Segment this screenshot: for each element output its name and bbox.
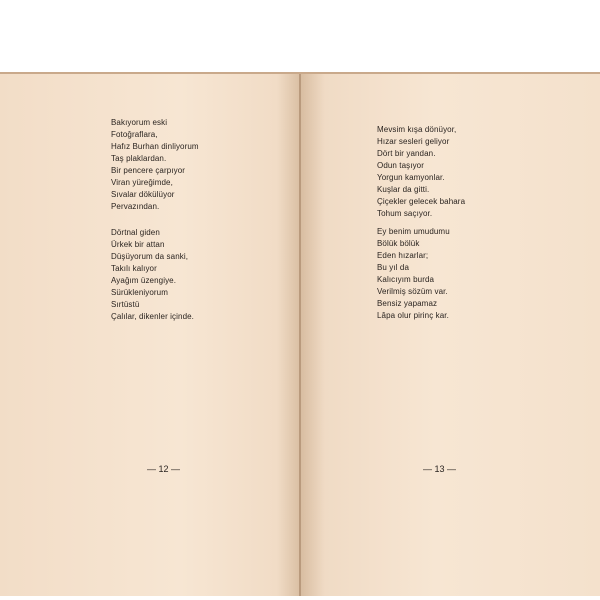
poem-line: Düşüyorum da sanki,: [111, 252, 189, 261]
poem-line: Eden hızarlar;: [377, 251, 429, 260]
left-stanza-2: [111, 227, 194, 323]
poem-line: Bölük bölük: [377, 239, 420, 248]
poem-line: Sürükleniyorum: [111, 288, 168, 297]
poem-line: Sıvalar dökülüyor: [111, 190, 175, 199]
poem-line: Mevsim kışa dönüyor,: [377, 125, 457, 134]
right-stanza-2: [377, 226, 450, 322]
poem-line: Fotoğraflara,: [111, 130, 158, 139]
poem-line: Bakıyorum eski: [111, 118, 168, 127]
right-stanza-1: [377, 124, 465, 220]
poem-line: Ayağım üzengiye.: [111, 276, 177, 285]
open-book: [0, 72, 600, 596]
poem-line: Taş plaklardan.: [111, 154, 167, 163]
poem-line: Hızar sesleri geliyor: [377, 137, 450, 146]
poem-line: Ürkek bir attan: [111, 240, 165, 249]
poem-line: Takılı kalıyor: [111, 264, 157, 273]
poem-line: Hafız Burhan dinliyorum: [111, 142, 199, 151]
poem-line: Yorgun kamyonlar.: [377, 173, 445, 182]
poem-line: Dörtnal giden: [111, 228, 160, 237]
poem-line: Bu yıl da: [377, 263, 410, 272]
poem-line: Kuşlar da gitti.: [377, 185, 430, 194]
poem-line: Ey benim umudumu: [377, 227, 450, 236]
poem-line: Çalılar, dikenler içinde.: [111, 312, 194, 321]
page-number: — 12 —: [147, 464, 181, 474]
poem-line: Odun taşıyor: [377, 161, 425, 170]
poem-line: Pervazından.: [111, 202, 160, 211]
poem-line: Çiçekler gelecek bahara: [377, 197, 466, 206]
poem-line: Viran yüreğimde,: [111, 178, 173, 187]
left-page: [0, 74, 301, 596]
poem-line: Tohum saçıyor.: [377, 209, 433, 218]
poem-line: Sırtüstü: [111, 300, 140, 309]
poem-line: Bir pencere çarpıyor: [111, 166, 186, 175]
poem-line: Bensiz yapamaz: [377, 299, 438, 308]
poem-line: Lâpa olur pirinç kar.: [377, 311, 449, 320]
poem-line: Verilmiş sözüm var.: [377, 287, 448, 296]
page-number: — 13 —: [423, 464, 457, 474]
right-page: [301, 74, 600, 596]
left-stanza-1: [111, 117, 199, 213]
poem-line: Dört bir yandan.: [377, 149, 436, 158]
poem-line: Kalıcıyım burda: [377, 275, 435, 284]
